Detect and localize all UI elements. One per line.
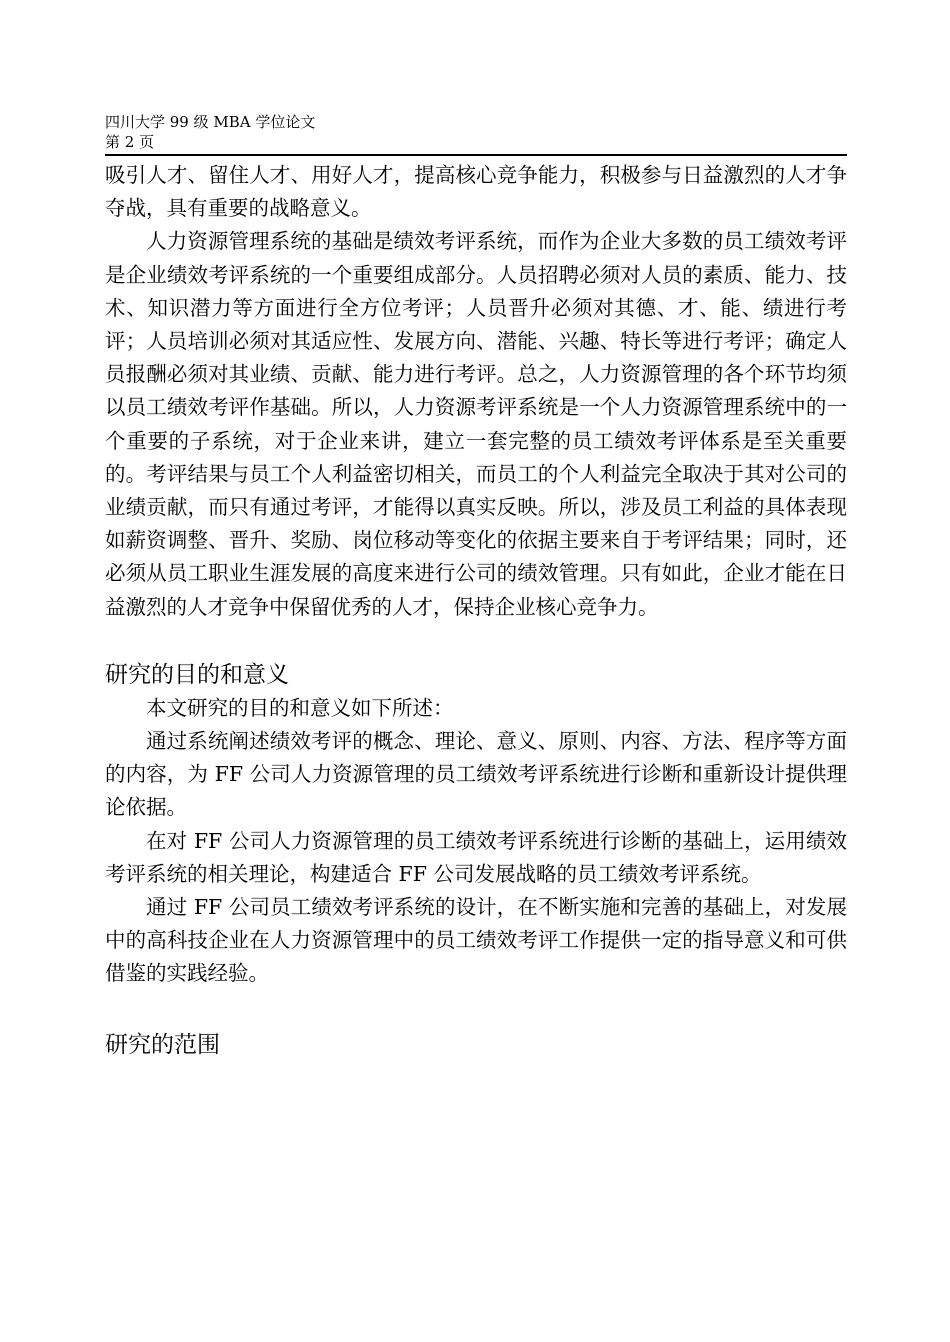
- header-page-number: 第 2 页: [105, 133, 155, 151]
- paragraph-purpose-2: 在对 FF 公司人力资源管理的员工绩效考评系统进行诊断的基础上，运用绩效考评系统的相关理论，构建适合 FF 公司发展战略的员工绩效考评系统。: [105, 828, 847, 886]
- paragraph-purpose-3: 通过 FF 公司员工绩效考评系统的设计，在不断实施和完善的基础上，对发展中的高科技企业在人力资源管理中的员工绩效考评工作提供一定的指导意义和可供借鉴的实践经验。: [105, 895, 847, 986]
- section-heading-scope: 研究的范围: [105, 1031, 220, 1058]
- paragraph-hr-system: 人力资源管理系统的基础是绩效考评系统，而作为企业大多数的员工绩效考评是企业绩效考评系统的一个重要组成部分。人员招聘必须对人员的素质、能力、技术、知识潜力等方面进行全方位考评；人员晋升必须对其德、才、能、绩进行考评；人员培训必须对其适应性、发展方向、潜能、兴趣、特长等进行考评；确定人员报酬必须对其业绩、贡献、能力进行考评。总之，人力资源管理的各个环节均须以员工绩效考评作基础。所以，人力资源考评系统是一个人力资源管理系统中的一个重要的子系统，对于企业来讲，建立一套完整的员工绩效考评体系是至关重要的。考评结果与员工个人利益密切相关，而员工的个人利益完全取决于其对公司的业绩贡献，而只有通过考评，才能得以真实反映。所以，涉及员工利益的具体表现如薪资调整、晋升、奖励、岗位移动等变化的依据主要来自于考评结果；同时，还必须从员工职业生涯发展的高度来进行公司的绩效管理。只有如此，企业才能在日益激烈的人才竞争中保留优秀的人才，保持企业核心竞争力。: [105, 229, 847, 619]
- paragraph-continuation: 吸引人才、留住人才、用好人才，提高核心竞争能力，积极参与日益激烈的人才争夺战，具有重要的战略意义。: [105, 163, 847, 221]
- header-divider: [105, 154, 847, 156]
- running-header: [105, 112, 847, 156]
- header-thesis-title: 四川大学 99 级 MBA 学位论文: [105, 113, 316, 131]
- section-heading-purpose: 研究的目的和意义: [105, 661, 289, 688]
- document-page: [105, 112, 847, 1061]
- paragraph-purpose-intro: 本文研究的目的和意义如下所述：: [146, 695, 454, 720]
- paragraph-purpose-1: 通过系统阐述绩效考评的概念、理论、意义、原则、内容、方法、程序等方面的内容，为 FF 公司人力资源管理的员工绩效考评系统进行诊断和重新设计提供理论依据。: [105, 729, 847, 820]
